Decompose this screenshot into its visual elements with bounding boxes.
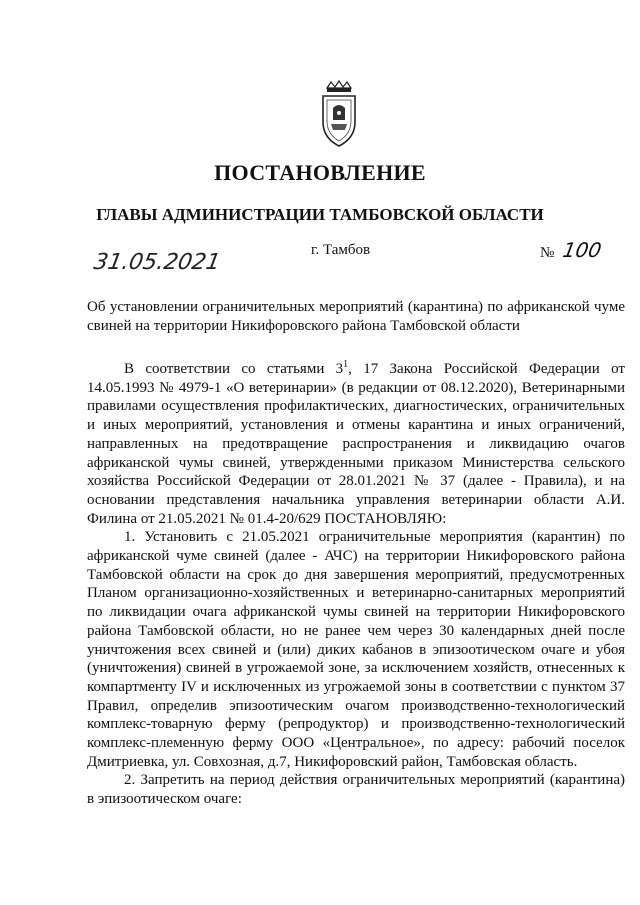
- issuing-authority: ГЛАВЫ АДМИНИСТРАЦИИ ТАМБОВСКОЙ ОБЛАСТИ: [96, 205, 544, 224]
- city-label: г. Тамбов: [311, 242, 371, 258]
- paragraph-item-1: 1. Установить с 21.05.2021 ограничительные мероприятия (карантин) по африканской чуме свиней (далее - АЧС) на территории Никифоровского района Тамбовской области на срок до дня завершения мероприятий, предусмотренных Планом организационно-хозяйственных и ветеринарно-санитарных мероприятий по ликвидации очага африканской чумы свиней на территории Никифоровского района Тамбовской области, но не ранее чем через 30 календарных дней после уничтожения всех свиней и (или) диких кабанов в эпизоотическом очаге и убоя (уничтожения) свиней в угрожаемой зоне, за исключением хозяйств, отнесенных к компартменту IV и исключенных из угрожаемой зоны в соответствии с пунктом 37 Правил, определив эпизоотическим очагом производственно-технологический комплекс-товарную ферму (репродуктор) и производственно-технологический комплекс-племенную ферму ООО «Центральное», по адресу: рабочий поселок Дмитриевка, ул. Совхозная, д.7, Никифоровский район, Тамбовская область.: [87, 529, 625, 770]
- handwritten-number: 100: [560, 238, 604, 262]
- coat-of-arms-emblem: [319, 80, 359, 150]
- article-superscript: 1: [343, 359, 349, 370]
- document-title: ПОСТАНОВЛЕНИЕ: [214, 160, 426, 185]
- handwritten-date: 31.05.2021: [91, 250, 223, 275]
- paragraph-item-2: 2. Запретить на период действия ограничительных мероприятий (карантина) в эпизоотическом очаге:: [87, 772, 625, 808]
- document-subject: Об установлении ограничительных мероприятий (карантина) по африканской чуме свиней на территории Никифоровского района Тамбовской области: [87, 299, 625, 334]
- preamble-text-start: В соответствии со статьями 3: [124, 361, 344, 377]
- number-prefix: №: [540, 245, 555, 261]
- preamble-text-end: , 17 Закона Российской Федерации от 14.05.1993 № 4979-1 «О ветеринарии» (в редакции от 08.12.2020), Ветеринарными правилами осуществления профилактических, диагностических, ограничительных и иных мероприятий, установления и отмены карантина и иных ограничений, направленных на предотвращение распространения и ликвидацию очагов африканской чумы свиней, утвержденными приказом Министерства сельского хозяйства Российской Федерации от 28.01.2021 № 37 (далее - Правила), и на основании представления начальника управления ветеринарии области А.И. Филина от 21.05.2021 № 01.4-20/629 ПОСТАНОВЛЯЮ:: [87, 361, 625, 527]
- document-body: [87, 360, 625, 809]
- paragraph-preamble: [87, 360, 625, 528]
